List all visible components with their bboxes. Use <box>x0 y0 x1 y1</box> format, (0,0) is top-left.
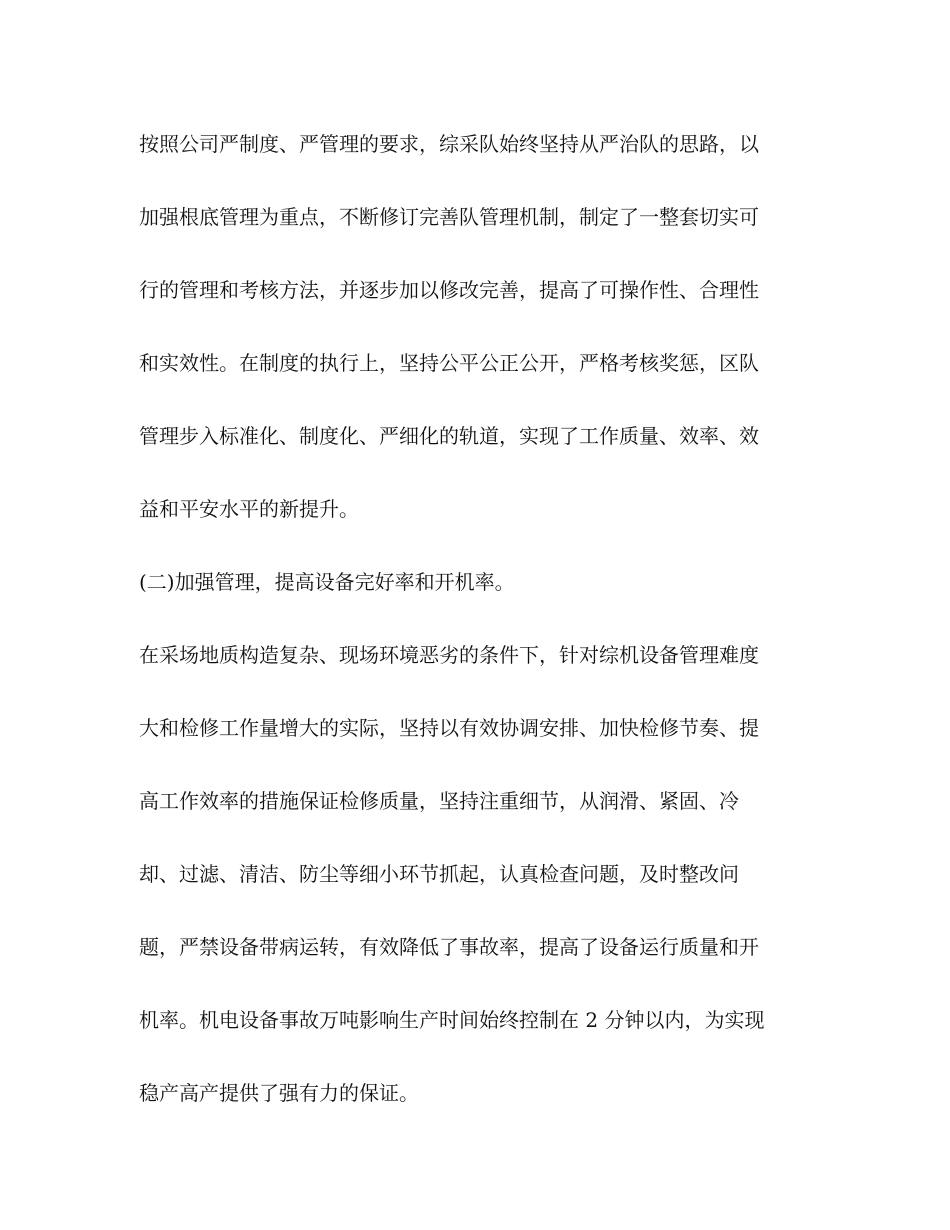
section-heading: (二)加强管理，提高设备完好率和开机率。 <box>139 570 515 594</box>
text-line: 稳产高产提供了强有力的保证。 <box>139 1081 419 1105</box>
text-line: 和实效性。在制度的执行上，坚持公平公正公开，严格考核奖惩，区队 <box>139 351 759 375</box>
text-line: 在采场地质构造复杂、现场环境恶劣的条件下，针对综机设备管理难度 <box>139 643 759 667</box>
body-text <box>139 118 819 1140</box>
text-line: 按照公司严制度、严管理的要求，综采队始终坚持从严治队的思路，以 <box>139 132 759 156</box>
text-line: 高工作效率的措施保证检修质量，坚持注重细节，从润滑、紧固、冷 <box>139 789 739 813</box>
text-line: 管理步入标准化、制度化、严细化的轨道，实现了工作质量、效率、效 <box>139 424 759 448</box>
text-line: 大和检修工作量增大的实际，坚持以有效协调安排、加快检修节奏、提 <box>139 716 759 740</box>
text-line: 益和平安水平的新提升。 <box>139 497 359 521</box>
text-line: 加强根底管理为重点，不断修订完善队管理机制，制定了一整套切实可 <box>139 205 759 229</box>
text-line: 机率。机电设备事故万吨影响生产时间始终控制在 2 分钟以内，为实现 <box>139 1008 765 1032</box>
text-line: 行的管理和考核方法，并逐步加以修改完善，提高了可操作性、合理性 <box>139 278 759 302</box>
text-line: 却、过滤、清洁、防尘等细小环节抓起，认真检查问题，及时整改问 <box>139 862 739 886</box>
text-line: 题，严禁设备带病运转，有效降低了事故率，提高了设备运行质量和开 <box>139 935 759 959</box>
